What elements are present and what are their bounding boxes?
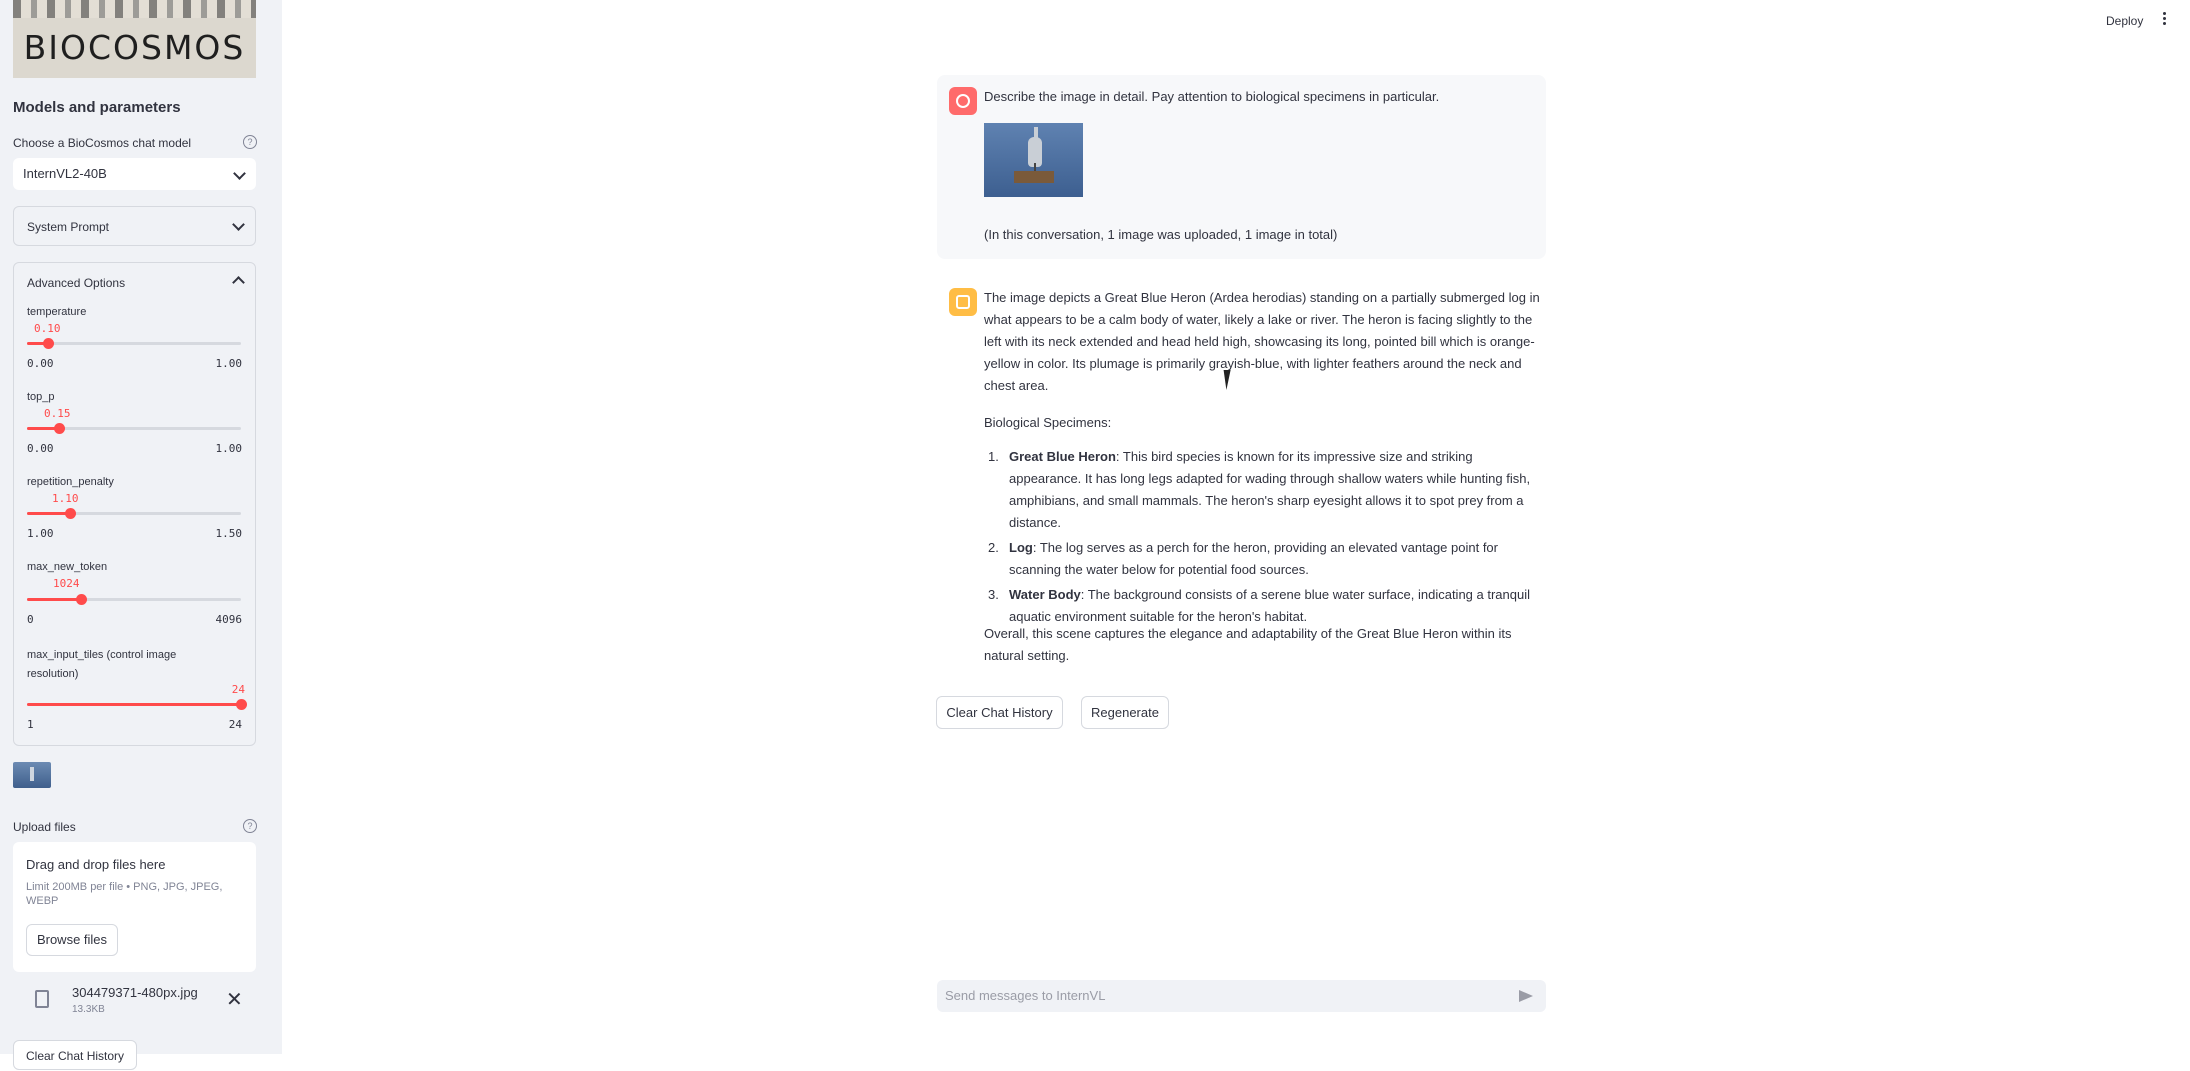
repetition-penalty-label: repetition_penalty — [27, 476, 114, 488]
user-avatar-icon — [949, 87, 977, 115]
temperature-min: 0.00 — [27, 357, 54, 370]
temperature-label: temperature — [27, 306, 87, 318]
top-p-value: 0.15 — [44, 407, 71, 420]
temperature-max: 1.00 — [215, 357, 242, 370]
slider-fill — [27, 598, 81, 601]
logo-artwork — [13, 0, 256, 18]
kebab-menu-icon[interactable] — [2163, 12, 2167, 27]
file-icon — [35, 990, 49, 1008]
specimen-text: : This bird species is known for its impressive size and striking appearance. It has long legs adapted for wading through shallow waters while hunting fish, amphibians, and small mammals. The heron's sharp eyesight allows it to spot prey from a distance. — [1009, 449, 1531, 530]
repetition-penalty-max: 1.50 — [215, 527, 242, 540]
sidebar — [0, 0, 282, 1063]
list-number: 2. — [988, 540, 999, 555]
slider-thumb[interactable] — [76, 594, 87, 605]
specimens-heading: Biological Specimens: — [984, 415, 1112, 430]
upload-files-label: Upload files — [13, 820, 76, 834]
specimen-title: Log — [1009, 540, 1033, 555]
slider-fill — [27, 512, 70, 515]
list-number: 3. — [988, 587, 999, 602]
max-new-token-min: 0 — [27, 613, 34, 626]
logo-text: BIOCOSMOS — [23, 28, 246, 67]
bot-line: The image depicts a Great Blue Heron (Ardea herodias) standing on a partially submerged log in — [984, 290, 1540, 305]
bot-line: chest area. — [984, 378, 1049, 393]
close-icon[interactable]: ✕ — [226, 989, 243, 1011]
send-icon[interactable] — [1519, 990, 1533, 1002]
clear-chat-history-button[interactable]: Clear Chat History — [936, 696, 1063, 729]
slider-thumb[interactable] — [43, 338, 54, 349]
model-select-value: InternVL2-40B — [23, 166, 107, 181]
top-p-min: 0.00 — [27, 442, 54, 455]
model-select[interactable] — [13, 158, 256, 190]
max-input-tiles-slider[interactable] — [27, 703, 241, 706]
uploaded-file-size: 13.3KB — [72, 1004, 105, 1015]
advanced-options-expander — [13, 262, 256, 746]
repetition-penalty-slider[interactable] — [27, 512, 241, 515]
help-icon[interactable]: ? — [243, 135, 257, 149]
bot-line: yellow in color. Its plumage is primarily grayish-blue, with lighter feathers around the neck and — [984, 356, 1522, 371]
deploy-button[interactable]: Deploy — [2106, 14, 2144, 28]
uploaded-file-name: 304479371-480px.jpg — [72, 985, 198, 1000]
list-item — [984, 537, 1539, 581]
regenerate-button[interactable]: Regenerate — [1081, 696, 1169, 729]
repetition-penalty-value: 1.10 — [52, 492, 79, 505]
bot-description — [984, 287, 1544, 397]
list-number: 1. — [988, 449, 999, 464]
upload-note: (In this conversation, 1 image was uploaded, 1 image in total) — [984, 227, 1338, 242]
mouse-cursor-icon — [1224, 370, 1241, 390]
specimen-text: : The background consists of a serene blue water surface, indicating a tranquil aquatic environment suitable for the heron's habitat. — [1009, 587, 1530, 624]
chevron-down-icon — [233, 167, 246, 180]
drag-drop-text: Drag and drop files here — [26, 857, 166, 872]
specimen-title: Great Blue Heron — [1009, 449, 1116, 464]
chevron-up-icon[interactable] — [232, 276, 245, 289]
bot-conclusion: Overall, this scene captures the elegance and adaptability of the Great Blue Heron within its natural setting. — [984, 626, 1512, 663]
user-message-text: Describe the image in detail. Pay attention to biological specimens in particular. — [984, 89, 1440, 104]
max-input-tiles-min: 1 — [27, 718, 34, 731]
file-uploader[interactable] — [13, 842, 256, 972]
top-p-max: 1.00 — [215, 442, 242, 455]
top-p-slider[interactable] — [27, 427, 241, 430]
advanced-options-label[interactable]: Advanced Options — [27, 276, 126, 290]
temperature-slider[interactable] — [27, 342, 241, 345]
specimen-title: Water Body — [1009, 587, 1081, 602]
system-prompt-expander[interactable] — [13, 206, 256, 246]
sidebar-clear-history-button[interactable]: Clear Chat History — [13, 1040, 137, 1070]
repetition-penalty-min: 1.00 — [27, 527, 54, 540]
slider-thumb[interactable] — [65, 508, 76, 519]
biocosmos-logo — [13, 0, 256, 78]
slider-fill — [27, 703, 241, 706]
temperature-value: 0.10 — [34, 322, 61, 335]
max-input-tiles-max: 24 — [228, 718, 242, 731]
upload-limit-text: Limit 200MB per file • PNG, JPG, JPEG, WEBP — [26, 881, 223, 907]
chevron-down-icon — [232, 218, 245, 231]
slider-thumb[interactable] — [236, 699, 247, 710]
bot-avatar-icon — [949, 288, 977, 316]
system-prompt-label: System Prompt — [27, 220, 110, 234]
model-select-label: Choose a BioCosmos chat model — [13, 136, 192, 150]
max-input-tiles-value: 24 — [231, 683, 245, 696]
specimen-text: : The log serves as a perch for the heron, providing an elevated vantage point for scanning the water below for potential food sources. — [1009, 540, 1498, 577]
bot-line: left with its neck extended and head held high, showcasing its long, pointed bill which is orange- — [984, 334, 1535, 349]
sidebar-heading: Models and parameters — [13, 99, 181, 116]
max-new-token-max: 4096 — [215, 613, 242, 626]
browse-files-button[interactable]: Browse files — [26, 924, 118, 956]
heron-image[interactable] — [984, 123, 1083, 197]
help-icon[interactable]: ? — [243, 819, 257, 833]
chat-input[interactable]: Send messages to InternVL — [937, 980, 1546, 1012]
bot-line: what appears to be a calm body of water, likely a lake or river. The heron is facing slightly to the — [984, 312, 1533, 327]
top-p-label: top_p — [27, 391, 55, 403]
uploaded-image-thumbnail[interactable] — [13, 762, 51, 788]
max-new-token-label: max_new_token — [27, 561, 108, 573]
list-item — [984, 584, 1539, 628]
max-input-tiles-label: max_input_tiles (control image resolution) — [27, 649, 177, 680]
specimens-list — [984, 446, 1539, 631]
max-new-token-slider[interactable] — [27, 598, 241, 601]
max-new-token-value: 1024 — [53, 577, 80, 590]
list-item — [984, 446, 1539, 534]
slider-thumb[interactable] — [54, 423, 65, 434]
